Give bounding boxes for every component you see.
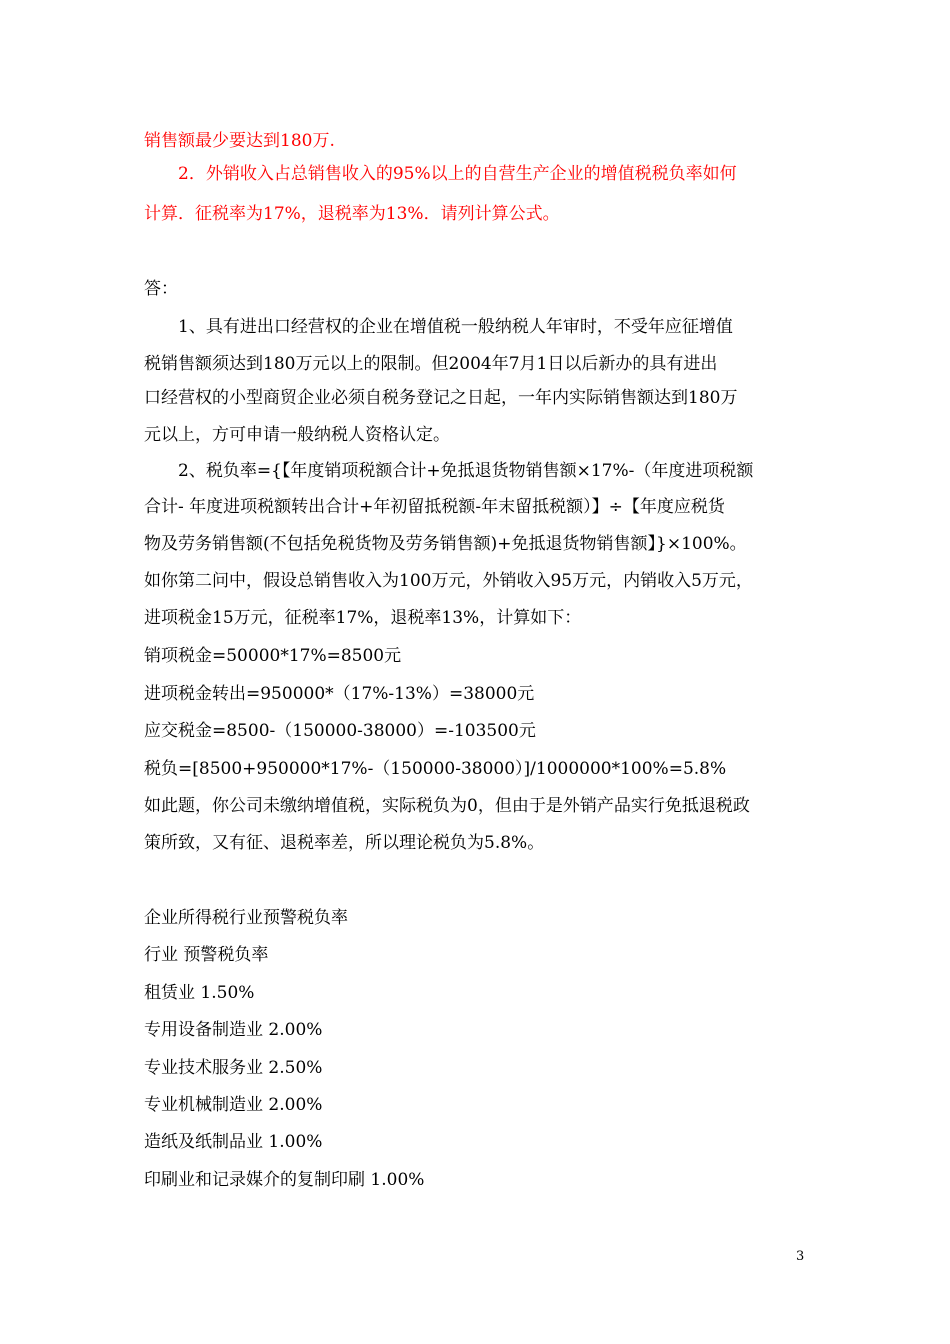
example-line-2: 进项税金15万元，征税率17%，退税率13%，计算如下： bbox=[144, 608, 582, 628]
calc-output-tax: 销项税金=50000*17%=8500元 bbox=[144, 646, 402, 666]
warning-table-header: 行业 预警税负率 bbox=[144, 945, 269, 965]
warning-table-row: 专业技术服务业 2.50% bbox=[144, 1058, 323, 1078]
warning-table-row: 专用设备制造业 2.00% bbox=[144, 1020, 323, 1040]
answer-p2-line-3: 物及劳务销售额(不包括免税货物及劳务销售额)+免抵退货物销售额】}×100%。 bbox=[144, 534, 747, 554]
warning-table-title: 企业所得税行业预警税负率 bbox=[144, 908, 348, 928]
calc-payable-tax: 应交税金=8500-（150000-38000）=-103500元 bbox=[144, 721, 536, 741]
page-number: 3 bbox=[796, 1249, 805, 1264]
calc-input-tax-transfer: 进项税金转出=950000*（17%-13%）=38000元 bbox=[144, 684, 535, 704]
example-line-1: 如你第二问中，假设总销售收入为100万元，外销收入95万元，内销收入5万元， bbox=[144, 571, 753, 591]
warning-table-row: 租赁业 1.50% bbox=[144, 983, 255, 1003]
warning-table-row: 印刷业和记录媒介的复制印刷 1.00% bbox=[144, 1170, 425, 1190]
warning-table-row: 造纸及纸制品业 1.00% bbox=[144, 1132, 323, 1152]
conclusion-line-2: 策所致，又有征、退税率差，所以理论税负为5.8%。 bbox=[144, 833, 545, 853]
question-2-line-2: 计算．征税率为17%，退税率为13%．请列计算公式。 bbox=[144, 204, 560, 224]
answer-p2-line-2: 合计- 年度进项税额转出合计+年初留抵税额-年末留抵税额）】÷【年度应税货 bbox=[144, 497, 725, 517]
answer-label: 答： bbox=[144, 279, 178, 299]
warning-table-row: 专业机械制造业 2.00% bbox=[144, 1095, 323, 1115]
answer-p1-line-4: 元以上，方可申请一般纳税人资格认定。 bbox=[144, 425, 450, 445]
answer-p1-line-2: 税销售额须达到180万元以上的限制。但2004年7月1日以后新办的具有进出 bbox=[144, 354, 718, 374]
question-2-line-1: 2．外销收入占总销售收入的95%以上的自营生产企业的增值税税负率如何 bbox=[178, 164, 737, 184]
conclusion-line-1: 如此题，你公司未缴纳增值税，实际税负为0，但由于是外销产品实行免抵退税政 bbox=[144, 796, 750, 816]
calc-tax-burden: 税负=[8500+950000*17%-（150000-38000）]/1000000*100%=5.8% bbox=[144, 759, 727, 779]
answer-p1-line-1: 1、具有进出口经营权的企业在增值税一般纳税人年审时，不受年应征增值 bbox=[178, 317, 733, 337]
answer-p2-line-1: 2、税负率={【年度销项税额合计+免抵退货物销售额×17%-（年度进项税额 bbox=[178, 461, 754, 481]
answer-p1-line-3: 口经营权的小型商贸企业必须自税务登记之日起，一年内实际销售额达到180万 bbox=[144, 388, 738, 408]
question-continuation: 销售额最少要达到180万. bbox=[144, 131, 335, 151]
